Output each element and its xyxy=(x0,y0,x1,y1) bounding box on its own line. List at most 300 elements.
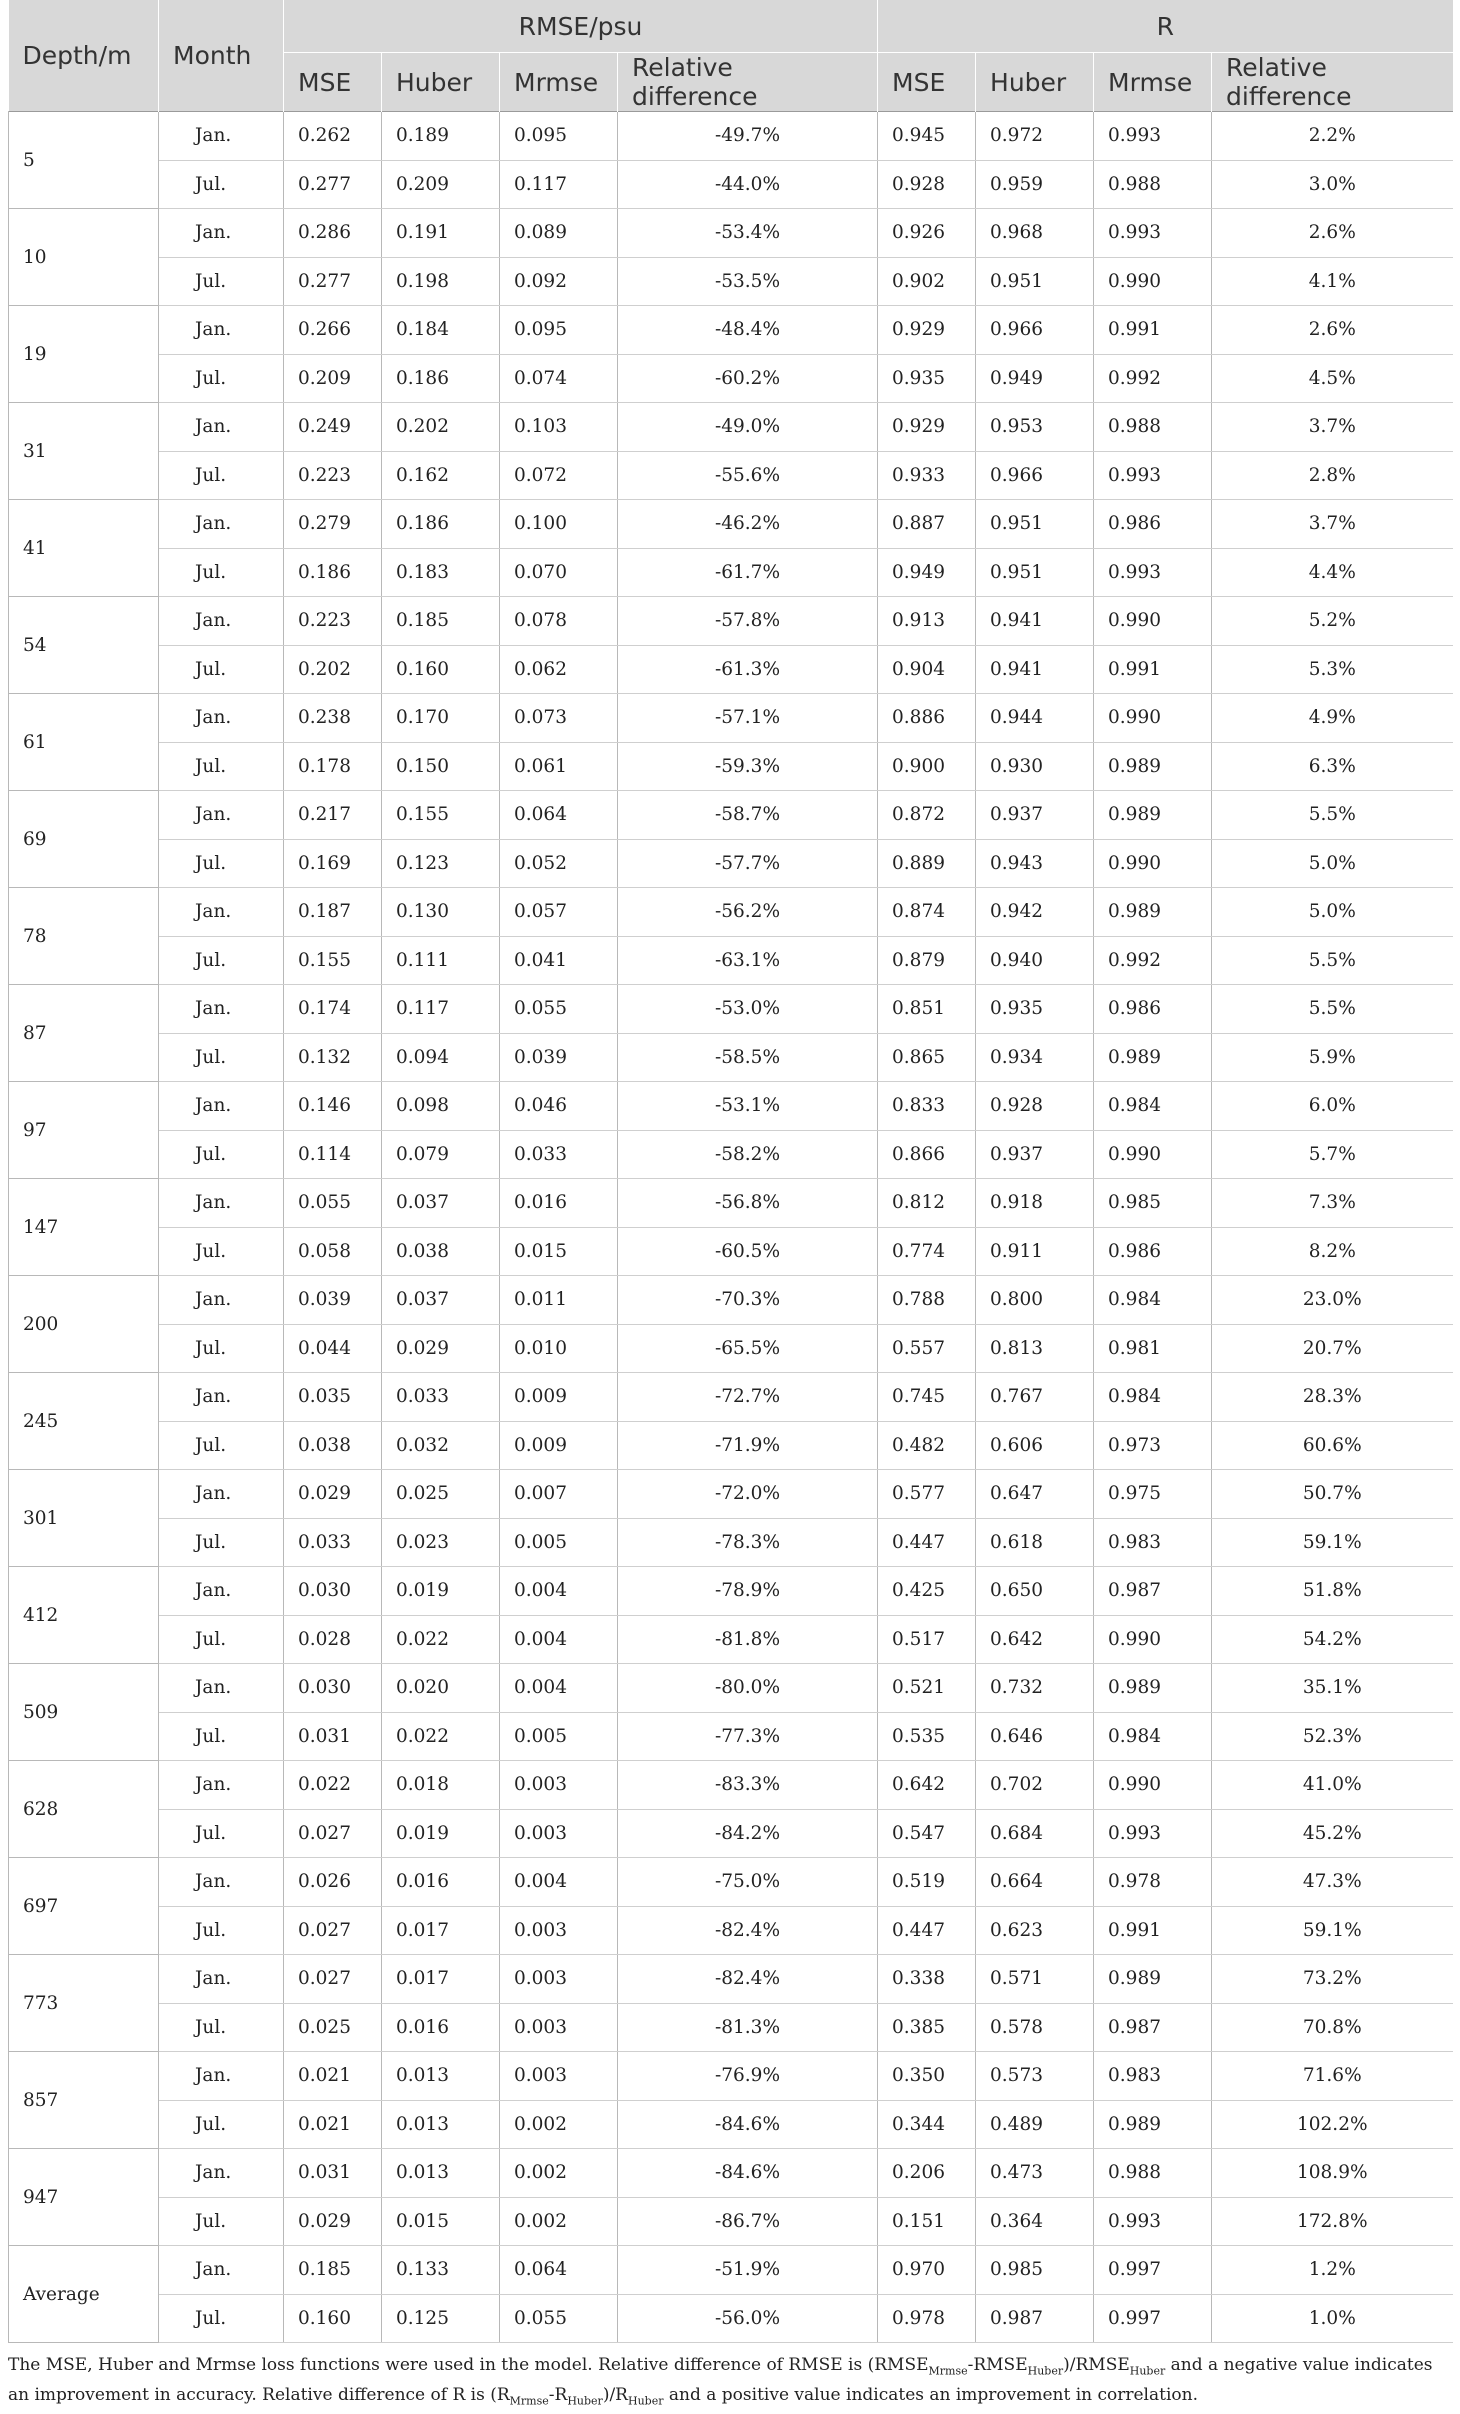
cell-rmse-reldiff: -56.8% xyxy=(618,1179,878,1228)
cell-r-mse: 0.887 xyxy=(878,500,976,549)
cell-month: Jan. xyxy=(159,112,284,161)
cell-rmse-huber: 0.186 xyxy=(382,500,500,549)
cell-r-mse: 0.577 xyxy=(878,1470,976,1519)
table-row xyxy=(9,2197,1453,2246)
cell-r-mse: 0.344 xyxy=(878,2100,976,2149)
cell-r-reldiff: 6.0% xyxy=(1212,1082,1453,1131)
cell-depth: 200 xyxy=(9,1276,159,1373)
cell-rmse-reldiff: -71.9% xyxy=(618,1421,878,1470)
cell-r-mrmse: 0.987 xyxy=(1094,1567,1212,1616)
table-row xyxy=(9,2100,1453,2149)
cell-month: Jul. xyxy=(159,645,284,694)
cell-r-reldiff: 2.6% xyxy=(1212,209,1453,258)
table-row xyxy=(9,1227,1453,1276)
cell-r-mrmse: 0.984 xyxy=(1094,1373,1212,1422)
cell-depth: 87 xyxy=(9,985,159,1082)
cell-r-huber: 0.623 xyxy=(976,1906,1094,1955)
cell-r-reldiff: 1.0% xyxy=(1212,2294,1453,2343)
footnote-text: and a negative value indicates an improvement in accuracy. Relative difference of R is (R xyxy=(8,2355,1433,2406)
cell-r-mse: 0.547 xyxy=(878,1809,976,1858)
cell-rmse-reldiff: -46.2% xyxy=(618,500,878,549)
cell-rmse-mrmse: 0.015 xyxy=(500,1227,618,1276)
cell-rmse-mse: 0.160 xyxy=(284,2294,382,2343)
cell-r-huber: 0.364 xyxy=(976,2197,1094,2246)
table-row xyxy=(9,645,1453,694)
cell-rmse-mse: 0.029 xyxy=(284,1470,382,1519)
cell-r-reldiff: 5.7% xyxy=(1212,1130,1453,1179)
cell-r-huber: 0.664 xyxy=(976,1858,1094,1907)
table-row xyxy=(9,888,1453,937)
table-row xyxy=(9,2246,1453,2295)
cell-depth: 697 xyxy=(9,1858,159,1955)
cell-rmse-huber: 0.125 xyxy=(382,2294,500,2343)
cell-r-reldiff: 4.1% xyxy=(1212,257,1453,306)
cell-r-reldiff: 60.6% xyxy=(1212,1421,1453,1470)
cell-depth: 245 xyxy=(9,1373,159,1470)
cell-rmse-reldiff: -49.7% xyxy=(618,112,878,161)
cell-r-reldiff: 59.1% xyxy=(1212,1906,1453,1955)
table-row xyxy=(9,1955,1453,2004)
cell-rmse-mrmse: 0.074 xyxy=(500,354,618,403)
cell-r-huber: 0.813 xyxy=(976,1324,1094,1373)
cell-r-huber: 0.966 xyxy=(976,306,1094,355)
cell-rmse-mrmse: 0.004 xyxy=(500,1664,618,1713)
cell-rmse-mrmse: 0.004 xyxy=(500,1615,618,1664)
footnote-sub: Mrmse xyxy=(928,2364,968,2378)
cell-rmse-huber: 0.013 xyxy=(382,2149,500,2198)
cell-r-mrmse: 0.988 xyxy=(1094,403,1212,452)
results-table xyxy=(8,0,1453,2343)
cell-rmse-huber: 0.022 xyxy=(382,1615,500,1664)
cell-r-mrmse: 0.987 xyxy=(1094,2003,1212,2052)
cell-r-reldiff: 41.0% xyxy=(1212,1761,1453,1810)
cell-r-huber: 0.928 xyxy=(976,1082,1094,1131)
cell-rmse-reldiff: -58.2% xyxy=(618,1130,878,1179)
cell-depth: 19 xyxy=(9,306,159,403)
cell-r-mrmse: 0.993 xyxy=(1094,1809,1212,1858)
cell-r-huber: 0.953 xyxy=(976,403,1094,452)
cell-r-reldiff: 1.2% xyxy=(1212,2246,1453,2295)
table-row xyxy=(9,985,1453,1034)
cell-month: Jan. xyxy=(159,1955,284,2004)
cell-r-mse: 0.865 xyxy=(878,1033,976,1082)
cell-r-mse: 0.447 xyxy=(878,1906,976,1955)
cell-month: Jul. xyxy=(159,1809,284,1858)
cell-rmse-mse: 0.044 xyxy=(284,1324,382,1373)
cell-rmse-mse: 0.187 xyxy=(284,888,382,937)
cell-rmse-huber: 0.015 xyxy=(382,2197,500,2246)
cell-month: Jul. xyxy=(159,2003,284,2052)
cell-rmse-huber: 0.184 xyxy=(382,306,500,355)
table-row xyxy=(9,1615,1453,1664)
cell-r-mrmse: 0.989 xyxy=(1094,1664,1212,1713)
cell-rmse-huber: 0.013 xyxy=(382,2100,500,2149)
cell-rmse-huber: 0.191 xyxy=(382,209,500,258)
table-footnote xyxy=(8,2353,1452,2414)
cell-r-huber: 0.732 xyxy=(976,1664,1094,1713)
cell-r-huber: 0.951 xyxy=(976,500,1094,549)
cell-r-mse: 0.926 xyxy=(878,209,976,258)
cell-rmse-huber: 0.170 xyxy=(382,694,500,743)
cell-rmse-huber: 0.037 xyxy=(382,1179,500,1228)
cell-r-reldiff: 5.5% xyxy=(1212,936,1453,985)
cell-rmse-mse: 0.249 xyxy=(284,403,382,452)
cell-rmse-mse: 0.029 xyxy=(284,2197,382,2246)
cell-month: Jul. xyxy=(159,160,284,209)
cell-month: Jul. xyxy=(159,2100,284,2149)
cell-rmse-mse: 0.033 xyxy=(284,1518,382,1567)
cell-rmse-mse: 0.155 xyxy=(284,936,382,985)
header-r-group: R xyxy=(878,0,1453,53)
table-row xyxy=(9,936,1453,985)
cell-rmse-mrmse: 0.092 xyxy=(500,257,618,306)
header-rmse-mrmse: Mrmse xyxy=(500,53,618,112)
cell-r-huber: 0.606 xyxy=(976,1421,1094,1470)
cell-rmse-mrmse: 0.046 xyxy=(500,1082,618,1131)
cell-rmse-mrmse: 0.016 xyxy=(500,1179,618,1228)
cell-r-huber: 0.930 xyxy=(976,742,1094,791)
table-row xyxy=(9,209,1453,258)
cell-month: Jan. xyxy=(159,2149,284,2198)
footnote-sub: Huber xyxy=(1027,2364,1064,2378)
cell-month: Jul. xyxy=(159,742,284,791)
cell-rmse-mse: 0.030 xyxy=(284,1664,382,1713)
footnote-text-1: The MSE, Huber and Mrmse loss functions were used in the model. Relative difference of RMSE is (RMSE xyxy=(8,2355,929,2375)
header-r-huber: Huber xyxy=(976,53,1094,112)
cell-rmse-mse: 0.039 xyxy=(284,1276,382,1325)
cell-r-mse: 0.886 xyxy=(878,694,976,743)
cell-r-mrmse: 0.983 xyxy=(1094,1518,1212,1567)
cell-r-reldiff: 52.3% xyxy=(1212,1712,1453,1761)
cell-rmse-huber: 0.209 xyxy=(382,160,500,209)
cell-r-mse: 0.935 xyxy=(878,354,976,403)
footnote-sub: Huber xyxy=(1129,2364,1166,2378)
cell-r-mse: 0.970 xyxy=(878,2246,976,2295)
cell-r-mse: 0.385 xyxy=(878,2003,976,2052)
cell-rmse-mrmse: 0.009 xyxy=(500,1421,618,1470)
cell-r-mse: 0.151 xyxy=(878,2197,976,2246)
cell-rmse-mse: 0.277 xyxy=(284,257,382,306)
cell-rmse-mse: 0.022 xyxy=(284,1761,382,1810)
footnote-text: -R xyxy=(548,2385,568,2406)
cell-r-reldiff: 73.2% xyxy=(1212,1955,1453,2004)
cell-r-mse: 0.978 xyxy=(878,2294,976,2343)
cell-rmse-reldiff: -58.5% xyxy=(618,1033,878,1082)
table-row xyxy=(9,1518,1453,1567)
cell-r-mrmse: 0.986 xyxy=(1094,500,1212,549)
cell-rmse-mse: 0.185 xyxy=(284,2246,382,2295)
cell-r-reldiff: 45.2% xyxy=(1212,1809,1453,1858)
cell-r-mse: 0.338 xyxy=(878,1955,976,2004)
table-row xyxy=(9,1858,1453,1907)
cell-r-mrmse: 0.990 xyxy=(1094,1761,1212,1810)
cell-r-mrmse: 0.989 xyxy=(1094,888,1212,937)
cell-rmse-mse: 0.186 xyxy=(284,548,382,597)
cell-r-mrmse: 0.984 xyxy=(1094,1276,1212,1325)
cell-rmse-mse: 0.178 xyxy=(284,742,382,791)
cell-rmse-huber: 0.098 xyxy=(382,1082,500,1131)
cell-rmse-reldiff: -81.3% xyxy=(618,2003,878,2052)
cell-rmse-mse: 0.266 xyxy=(284,306,382,355)
cell-month: Jul. xyxy=(159,354,284,403)
cell-rmse-huber: 0.160 xyxy=(382,645,500,694)
cell-r-mse: 0.557 xyxy=(878,1324,976,1373)
cell-r-reldiff: 4.5% xyxy=(1212,354,1453,403)
cell-rmse-mse: 0.038 xyxy=(284,1421,382,1470)
cell-month: Jan. xyxy=(159,1858,284,1907)
cell-rmse-mrmse: 0.100 xyxy=(500,500,618,549)
cell-r-reldiff: 35.1% xyxy=(1212,1664,1453,1713)
cell-rmse-mrmse: 0.009 xyxy=(500,1373,618,1422)
footnote-text: )/R xyxy=(602,2385,628,2406)
cell-month: Jan. xyxy=(159,1082,284,1131)
cell-month: Jul. xyxy=(159,1615,284,1664)
cell-rmse-reldiff: -78.9% xyxy=(618,1567,878,1616)
cell-rmse-mrmse: 0.061 xyxy=(500,742,618,791)
cell-r-mse: 0.929 xyxy=(878,306,976,355)
cell-month: Jan. xyxy=(159,694,284,743)
table-row xyxy=(9,1130,1453,1179)
header-rmse-huber: Huber xyxy=(382,53,500,112)
header-r-mse: MSE xyxy=(878,53,976,112)
cell-r-reldiff: 5.2% xyxy=(1212,597,1453,646)
table-row xyxy=(9,1809,1453,1858)
cell-r-huber: 0.937 xyxy=(976,1130,1094,1179)
cell-rmse-huber: 0.186 xyxy=(382,354,500,403)
cell-r-huber: 0.940 xyxy=(976,936,1094,985)
cell-r-huber: 0.959 xyxy=(976,160,1094,209)
cell-r-mse: 0.879 xyxy=(878,936,976,985)
cell-rmse-reldiff: -84.6% xyxy=(618,2100,878,2149)
cell-rmse-reldiff: -60.5% xyxy=(618,1227,878,1276)
cell-r-mrmse: 0.990 xyxy=(1094,597,1212,646)
cell-r-reldiff: 28.3% xyxy=(1212,1373,1453,1422)
cell-r-reldiff: 3.7% xyxy=(1212,500,1453,549)
table-row xyxy=(9,160,1453,209)
cell-month: Jan. xyxy=(159,1373,284,1422)
cell-rmse-reldiff: -59.3% xyxy=(618,742,878,791)
table-row xyxy=(9,306,1453,355)
cell-r-mse: 0.774 xyxy=(878,1227,976,1276)
cell-r-mrmse: 0.990 xyxy=(1094,1615,1212,1664)
cell-rmse-mrmse: 0.062 xyxy=(500,645,618,694)
cell-month: Jul. xyxy=(159,548,284,597)
cell-r-mse: 0.949 xyxy=(878,548,976,597)
cell-rmse-reldiff: -53.5% xyxy=(618,257,878,306)
cell-month: Jan. xyxy=(159,597,284,646)
cell-rmse-mrmse: 0.003 xyxy=(500,1761,618,1810)
cell-rmse-mrmse: 0.089 xyxy=(500,209,618,258)
cell-rmse-mrmse: 0.033 xyxy=(500,1130,618,1179)
table-row xyxy=(9,2003,1453,2052)
cell-month: Jul. xyxy=(159,839,284,888)
cell-r-mse: 0.904 xyxy=(878,645,976,694)
cell-depth: 509 xyxy=(9,1664,159,1761)
table-row xyxy=(9,791,1453,840)
cell-r-huber: 0.702 xyxy=(976,1761,1094,1810)
footnote-sub: Huber xyxy=(627,2394,664,2408)
cell-rmse-huber: 0.016 xyxy=(382,1858,500,1907)
cell-rmse-mrmse: 0.005 xyxy=(500,1518,618,1567)
cell-r-reldiff: 20.7% xyxy=(1212,1324,1453,1373)
table-row xyxy=(9,2052,1453,2101)
header-r-reldiff: Relative difference xyxy=(1212,53,1453,112)
cell-rmse-reldiff: -53.0% xyxy=(618,985,878,1034)
cell-rmse-mse: 0.026 xyxy=(284,1858,382,1907)
cell-rmse-reldiff: -57.1% xyxy=(618,694,878,743)
table-row xyxy=(9,1761,1453,1810)
cell-r-mse: 0.913 xyxy=(878,597,976,646)
cell-rmse-mrmse: 0.095 xyxy=(500,112,618,161)
cell-r-mse: 0.928 xyxy=(878,160,976,209)
cell-rmse-reldiff: -81.8% xyxy=(618,1615,878,1664)
cell-r-reldiff: 54.2% xyxy=(1212,1615,1453,1664)
table-row xyxy=(9,742,1453,791)
cell-r-reldiff: 51.8% xyxy=(1212,1567,1453,1616)
cell-r-reldiff: 172.8% xyxy=(1212,2197,1453,2246)
cell-r-mrmse: 0.991 xyxy=(1094,645,1212,694)
cell-r-huber: 0.943 xyxy=(976,839,1094,888)
table-row xyxy=(9,1470,1453,1519)
cell-r-mse: 0.902 xyxy=(878,257,976,306)
cell-rmse-mrmse: 0.070 xyxy=(500,548,618,597)
cell-r-mse: 0.206 xyxy=(878,2149,976,2198)
cell-rmse-mse: 0.027 xyxy=(284,1809,382,1858)
cell-rmse-reldiff: -53.4% xyxy=(618,209,878,258)
cell-rmse-huber: 0.019 xyxy=(382,1567,500,1616)
footnote-sub: Mrmse xyxy=(509,2394,549,2408)
cell-r-mse: 0.535 xyxy=(878,1712,976,1761)
cell-rmse-mrmse: 0.002 xyxy=(500,2197,618,2246)
table-row xyxy=(9,597,1453,646)
cell-r-huber: 0.987 xyxy=(976,2294,1094,2343)
cell-r-reldiff: 108.9% xyxy=(1212,2149,1453,2198)
cell-depth: 628 xyxy=(9,1761,159,1858)
cell-r-reldiff: 8.2% xyxy=(1212,1227,1453,1276)
table-body xyxy=(9,112,1453,2343)
cell-depth: 78 xyxy=(9,888,159,985)
cell-rmse-reldiff: -49.0% xyxy=(618,403,878,452)
cell-r-mse: 0.900 xyxy=(878,742,976,791)
cell-r-mse: 0.521 xyxy=(878,1664,976,1713)
cell-rmse-huber: 0.017 xyxy=(382,1906,500,1955)
cell-r-mrmse: 0.985 xyxy=(1094,1179,1212,1228)
cell-r-reldiff: 5.3% xyxy=(1212,645,1453,694)
cell-rmse-mse: 0.132 xyxy=(284,1033,382,1082)
cell-r-huber: 0.578 xyxy=(976,2003,1094,2052)
cell-rmse-mse: 0.114 xyxy=(284,1130,382,1179)
cell-r-mse: 0.519 xyxy=(878,1858,976,1907)
cell-month: Jan. xyxy=(159,500,284,549)
cell-r-mrmse: 0.989 xyxy=(1094,1033,1212,1082)
cell-depth: 69 xyxy=(9,791,159,888)
cell-rmse-huber: 0.029 xyxy=(382,1324,500,1373)
cell-month: Jan. xyxy=(159,2246,284,2295)
table-row xyxy=(9,2294,1453,2343)
cell-r-mrmse: 0.988 xyxy=(1094,2149,1212,2198)
cell-rmse-mrmse: 0.103 xyxy=(500,403,618,452)
cell-rmse-mse: 0.027 xyxy=(284,1955,382,2004)
cell-rmse-mrmse: 0.052 xyxy=(500,839,618,888)
footnote-text: )/RMSE xyxy=(1063,2355,1130,2375)
table-row xyxy=(9,1567,1453,1616)
cell-rmse-huber: 0.013 xyxy=(382,2052,500,2101)
cell-depth: 61 xyxy=(9,694,159,791)
cell-rmse-reldiff: -72.7% xyxy=(618,1373,878,1422)
cell-rmse-reldiff: -48.4% xyxy=(618,306,878,355)
cell-r-reldiff: 3.7% xyxy=(1212,403,1453,452)
cell-rmse-reldiff: -55.6% xyxy=(618,451,878,500)
footnote-text-end: and a positive value indicates an improvement in correlation. xyxy=(663,2385,1198,2406)
cell-depth: 41 xyxy=(9,500,159,597)
cell-month: Jul. xyxy=(159,1421,284,1470)
cell-r-mse: 0.929 xyxy=(878,403,976,452)
cell-depth: 147 xyxy=(9,1179,159,1276)
cell-month: Jan. xyxy=(159,985,284,1034)
cell-r-huber: 0.800 xyxy=(976,1276,1094,1325)
cell-month: Jan. xyxy=(159,403,284,452)
header-rmse-group: RMSE/psu xyxy=(284,0,878,53)
cell-rmse-mrmse: 0.003 xyxy=(500,1955,618,2004)
cell-r-mrmse: 0.984 xyxy=(1094,1712,1212,1761)
cell-r-mse: 0.945 xyxy=(878,112,976,161)
cell-rmse-mse: 0.021 xyxy=(284,2100,382,2149)
table-row xyxy=(9,1033,1453,1082)
cell-rmse-mrmse: 0.010 xyxy=(500,1324,618,1373)
cell-r-huber: 0.618 xyxy=(976,1518,1094,1567)
cell-rmse-reldiff: -53.1% xyxy=(618,1082,878,1131)
cell-rmse-huber: 0.150 xyxy=(382,742,500,791)
cell-r-mse: 0.889 xyxy=(878,839,976,888)
cell-month: Jul. xyxy=(159,257,284,306)
cell-r-huber: 0.972 xyxy=(976,112,1094,161)
cell-month: Jul. xyxy=(159,1033,284,1082)
cell-r-mrmse: 0.986 xyxy=(1094,985,1212,1034)
cell-r-mrmse: 0.993 xyxy=(1094,548,1212,597)
cell-month: Jul. xyxy=(159,1712,284,1761)
cell-r-huber: 0.935 xyxy=(976,985,1094,1034)
cell-r-mrmse: 0.997 xyxy=(1094,2294,1212,2343)
footnote-sub: Huber xyxy=(567,2394,603,2408)
table-row xyxy=(9,839,1453,888)
cell-rmse-reldiff: -72.0% xyxy=(618,1470,878,1519)
cell-rmse-reldiff: -56.2% xyxy=(618,888,878,937)
cell-rmse-huber: 0.022 xyxy=(382,1712,500,1761)
cell-rmse-mse: 0.030 xyxy=(284,1567,382,1616)
cell-rmse-huber: 0.016 xyxy=(382,2003,500,2052)
cell-rmse-reldiff: -58.7% xyxy=(618,791,878,840)
table-row xyxy=(9,257,1453,306)
cell-rmse-huber: 0.202 xyxy=(382,403,500,452)
cell-rmse-huber: 0.025 xyxy=(382,1470,500,1519)
footnote-text: -RMSE xyxy=(967,2355,1028,2375)
cell-r-reldiff: 4.9% xyxy=(1212,694,1453,743)
header-r-mrmse: Mrmse xyxy=(1094,53,1212,112)
cell-r-reldiff: 4.4% xyxy=(1212,548,1453,597)
cell-r-mrmse: 0.991 xyxy=(1094,1906,1212,1955)
cell-rmse-reldiff: -57.8% xyxy=(618,597,878,646)
cell-month: Jan. xyxy=(159,1761,284,1810)
cell-rmse-reldiff: -63.1% xyxy=(618,936,878,985)
cell-rmse-reldiff: -65.5% xyxy=(618,1324,878,1373)
cell-rmse-mse: 0.055 xyxy=(284,1179,382,1228)
cell-depth: 54 xyxy=(9,597,159,694)
cell-rmse-mrmse: 0.011 xyxy=(500,1276,618,1325)
cell-rmse-mse: 0.262 xyxy=(284,112,382,161)
cell-r-mrmse: 0.989 xyxy=(1094,791,1212,840)
cell-rmse-mse: 0.277 xyxy=(284,160,382,209)
cell-r-huber: 0.646 xyxy=(976,1712,1094,1761)
